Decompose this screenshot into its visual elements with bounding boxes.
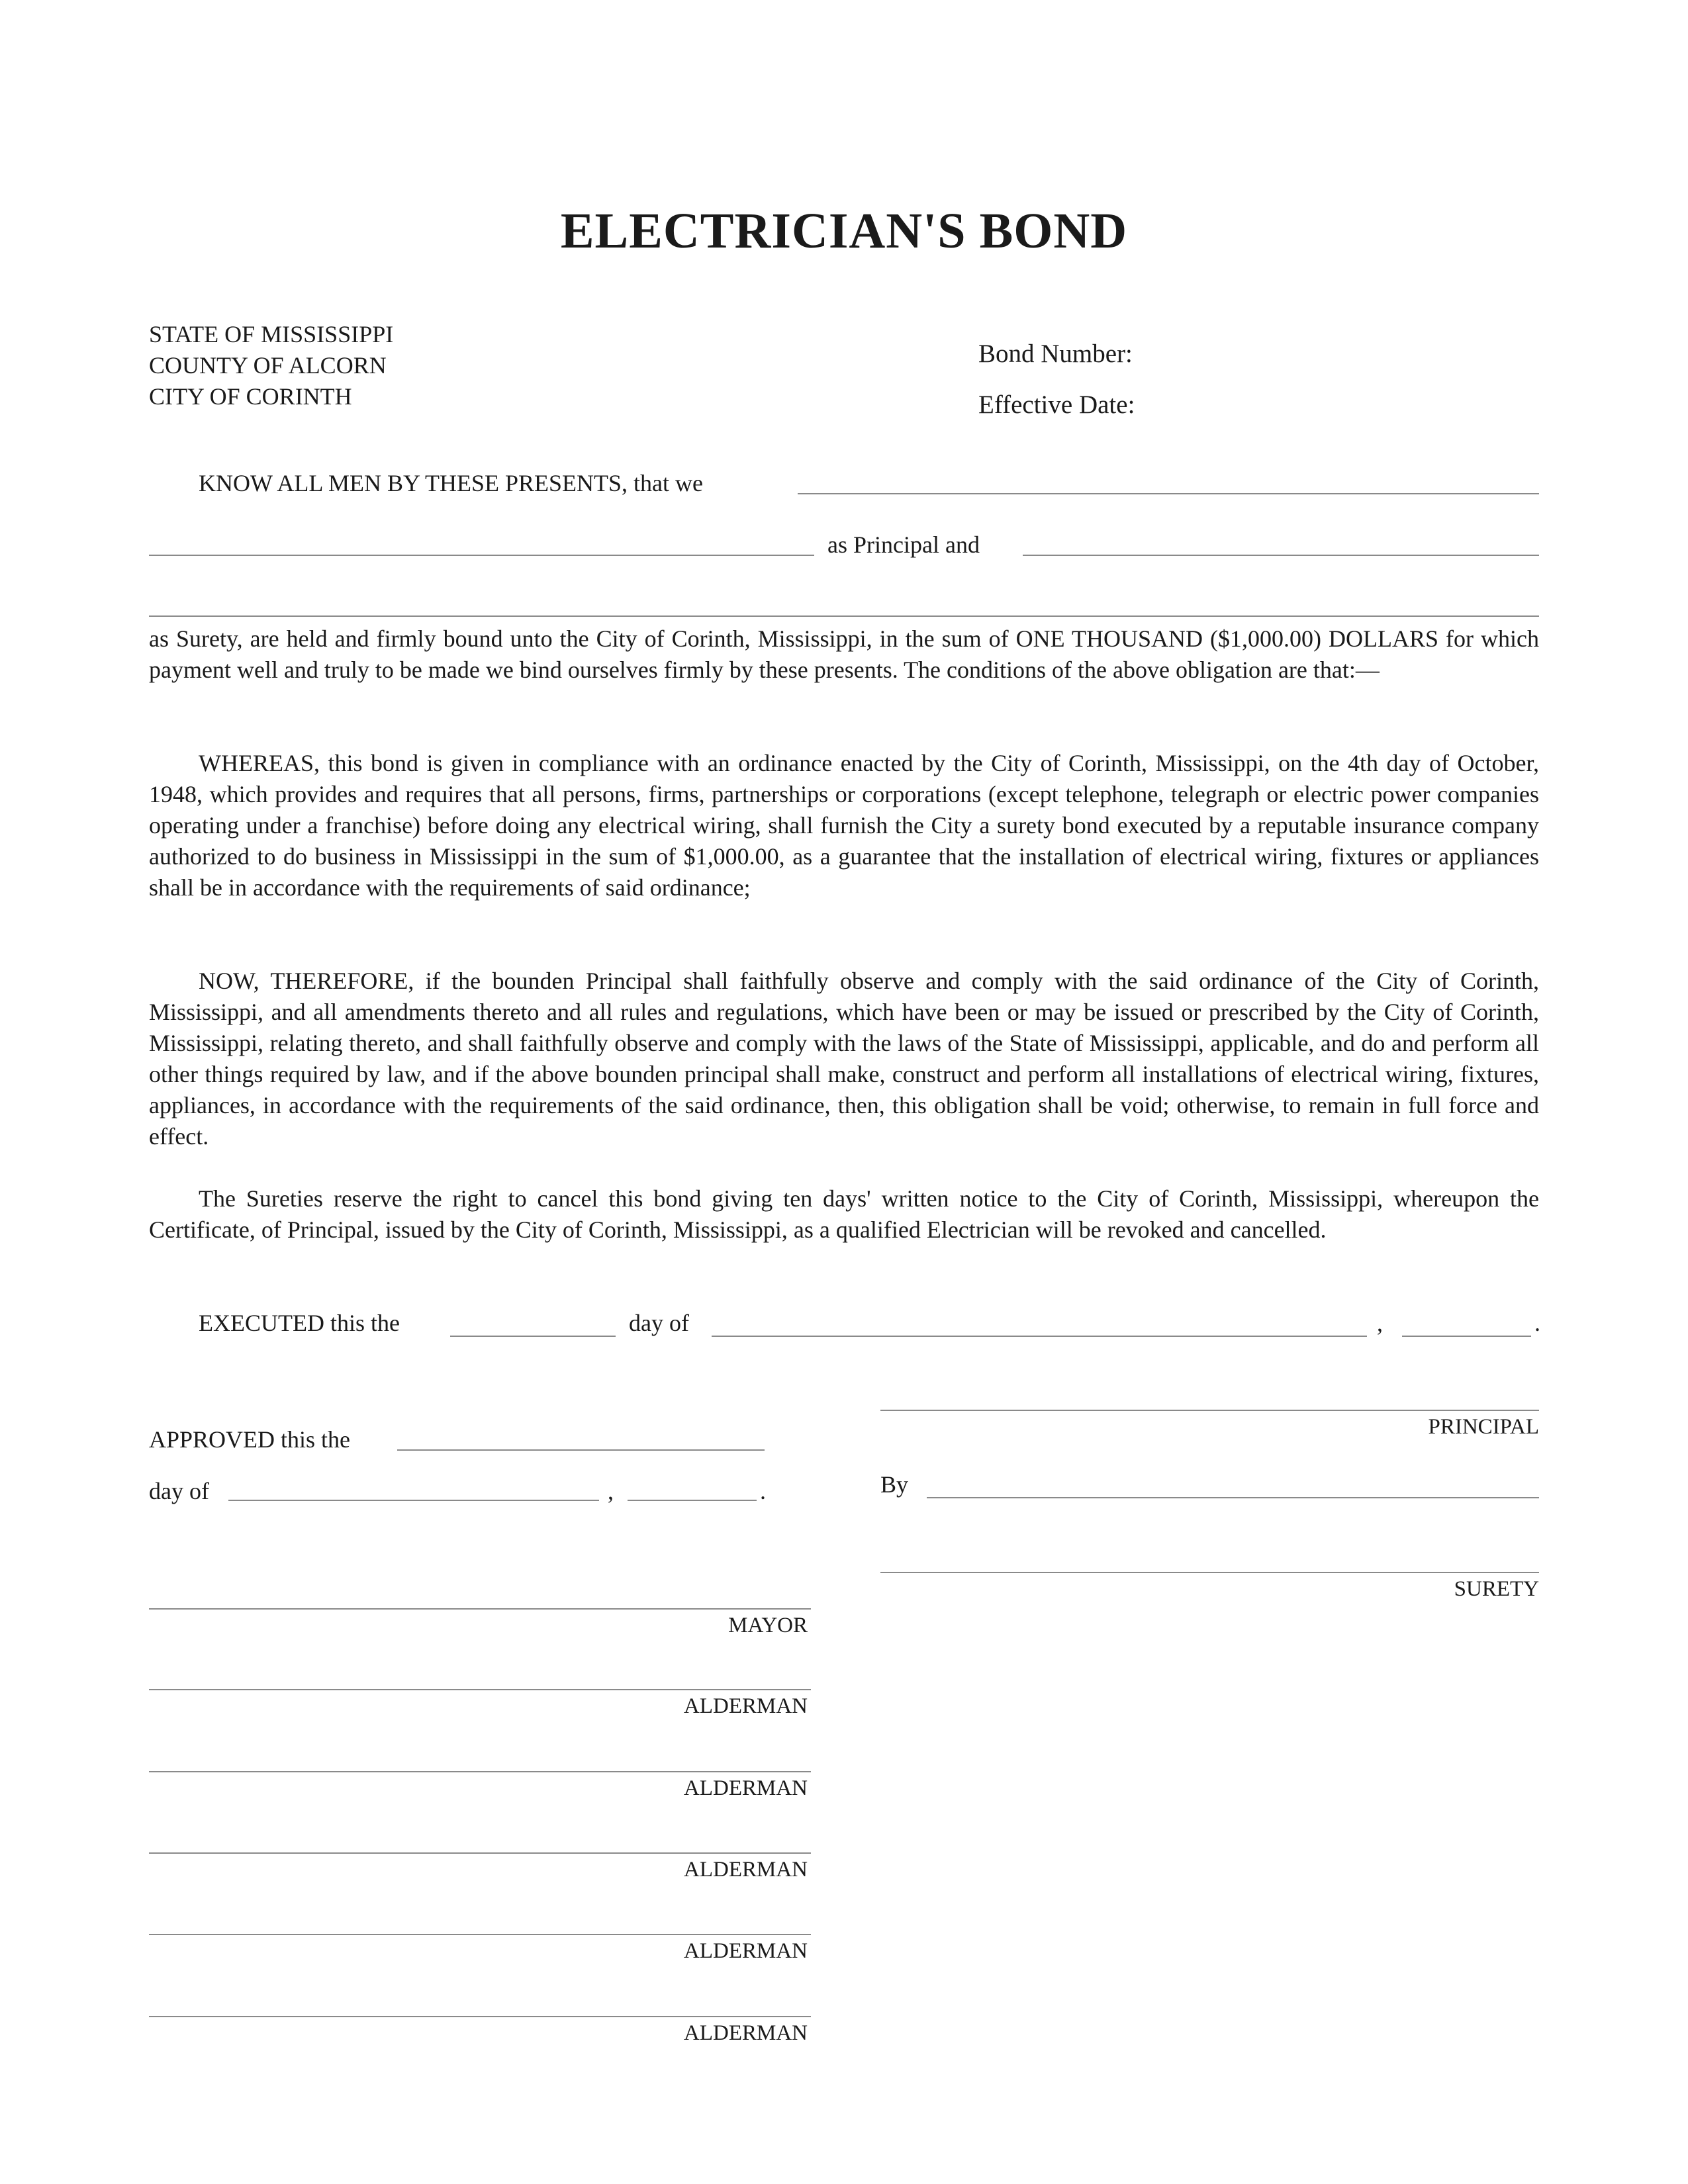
alderman-label-5: ALDERMAN xyxy=(684,2021,808,2045)
executed-month-line[interactable] xyxy=(712,1336,1367,1337)
alderman-label-1: ALDERMAN xyxy=(684,1694,808,1718)
principal-signature-line[interactable] xyxy=(880,1410,1539,1411)
alderman-signature-line-2[interactable] xyxy=(149,1771,811,1772)
executed-comma: , xyxy=(1377,1310,1383,1336)
venue-county: COUNTY OF ALCORN xyxy=(149,352,387,379)
principal-label: PRINCIPAL xyxy=(1428,1415,1539,1439)
executed-day-of-text: day of xyxy=(629,1310,689,1336)
approved-month-line[interactable] xyxy=(228,1500,599,1501)
surety-name-line-2[interactable] xyxy=(149,615,1539,617)
sureties-paragraph: The Sureties reserve the right to cancel this bond giving ten days' written notice to the City of Corinth, Mississippi, whereupon the Certificate, of Principal, issued by the City of Corinth, Mississippi, as a qualified Electrician will be revoked and cancelled. xyxy=(149,1185,1539,1243)
executed-this-the-text: EXECUTED this the xyxy=(199,1310,400,1336)
approved-period: . xyxy=(760,1478,766,1504)
alderman-label-2: ALDERMAN xyxy=(684,1776,808,1800)
mayor-signature-line[interactable] xyxy=(149,1608,811,1610)
surety-signature-line[interactable] xyxy=(880,1572,1539,1573)
approved-comma: , xyxy=(608,1478,614,1504)
principal-name-line-1[interactable] xyxy=(798,493,1539,494)
executed-year-line[interactable] xyxy=(1402,1336,1531,1337)
alderman-signature-line-4[interactable] xyxy=(149,1934,811,1935)
surety-label: SURETY xyxy=(1454,1577,1539,1601)
by-label: By xyxy=(880,1471,909,1498)
as-principal-text: as Principal and xyxy=(827,531,980,558)
bond-number-label: Bond Number: xyxy=(978,340,1133,368)
alderman-signature-line-1[interactable] xyxy=(149,1689,811,1690)
approved-day-of-text: day of xyxy=(149,1478,209,1504)
venue-city: CITY OF CORINTH xyxy=(149,383,352,410)
now-therefore-paragraph: NOW, THEREFORE, if the bounden Principal shall faithfully observe and comply with the said ordinance of the City of Corinth, Mississippi, and all amendments thereto and all rules and regulations, which have been or may be issued or prescribed by the City of Corinth, Mississippi, relating thereto, and shall faithfully observe and comply with the laws of the State of Mississippi, applicable, and do and perform all other things required by law, and if the above bounden principal shall make, construct and perform all installations of electrical wiring, fixtures, appliances, in accordance with the requirements of the said ordinance, then, this obligation shall be void; otherwise, to remain in full force and effect. xyxy=(149,968,1539,1150)
principal-name-line-2[interactable] xyxy=(149,555,814,556)
alderman-signature-line-3[interactable] xyxy=(149,1852,811,1854)
whereas-paragraph: WHEREAS, this bond is given in compliance with an ordinance enacted by the City of Corinth, Mississippi, on the 4th day of October, 1948, which provides and requires that all persons, firms, partnerships or corporations (except telephone, telegraph or electric power companies operating under a franchise) before doing any electrical wiring, shall furnish the City a surety bond executed by a reputable insurance company authorized to do business in Mississippi in the sum of $1,000.00, as a guarantee that the installation of electrical wiring, fixtures or appliances shall be in accordance with the requirements of said ordinance; xyxy=(149,750,1539,901)
by-signature-line[interactable] xyxy=(927,1497,1539,1498)
surety-paragraph: as Surety, are held and firmly bound unto the City of Corinth, Mississippi, in the sum of ONE THOUSAND ($1,000.00) DOLLARS for which payment well and truly to be made we bind ourselves firmly by these presents. The conditions of the above obligation are that:— xyxy=(149,625,1539,683)
executed-day-line[interactable] xyxy=(450,1336,616,1337)
document-title: ELECTRICIAN'S BOND xyxy=(560,203,1128,259)
approved-this-the-text: APPROVED this the xyxy=(149,1426,351,1453)
alderman-label-3: ALDERMAN xyxy=(684,1858,808,1882)
mayor-label: MAYOR xyxy=(728,1614,808,1637)
alderman-label-4: ALDERMAN xyxy=(684,1939,808,1963)
effective-date-label: Effective Date: xyxy=(978,390,1135,419)
venue-state: STATE OF MISSISSIPPI xyxy=(149,321,394,347)
executed-period: . xyxy=(1534,1310,1540,1336)
approved-day-line[interactable] xyxy=(397,1449,765,1451)
know-all-text: KNOW ALL MEN BY THESE PRESENTS, that we xyxy=(199,470,703,496)
approved-year-line[interactable] xyxy=(628,1500,757,1501)
surety-name-line-1[interactable] xyxy=(1023,555,1539,556)
alderman-signature-line-5[interactable] xyxy=(149,2016,811,2017)
